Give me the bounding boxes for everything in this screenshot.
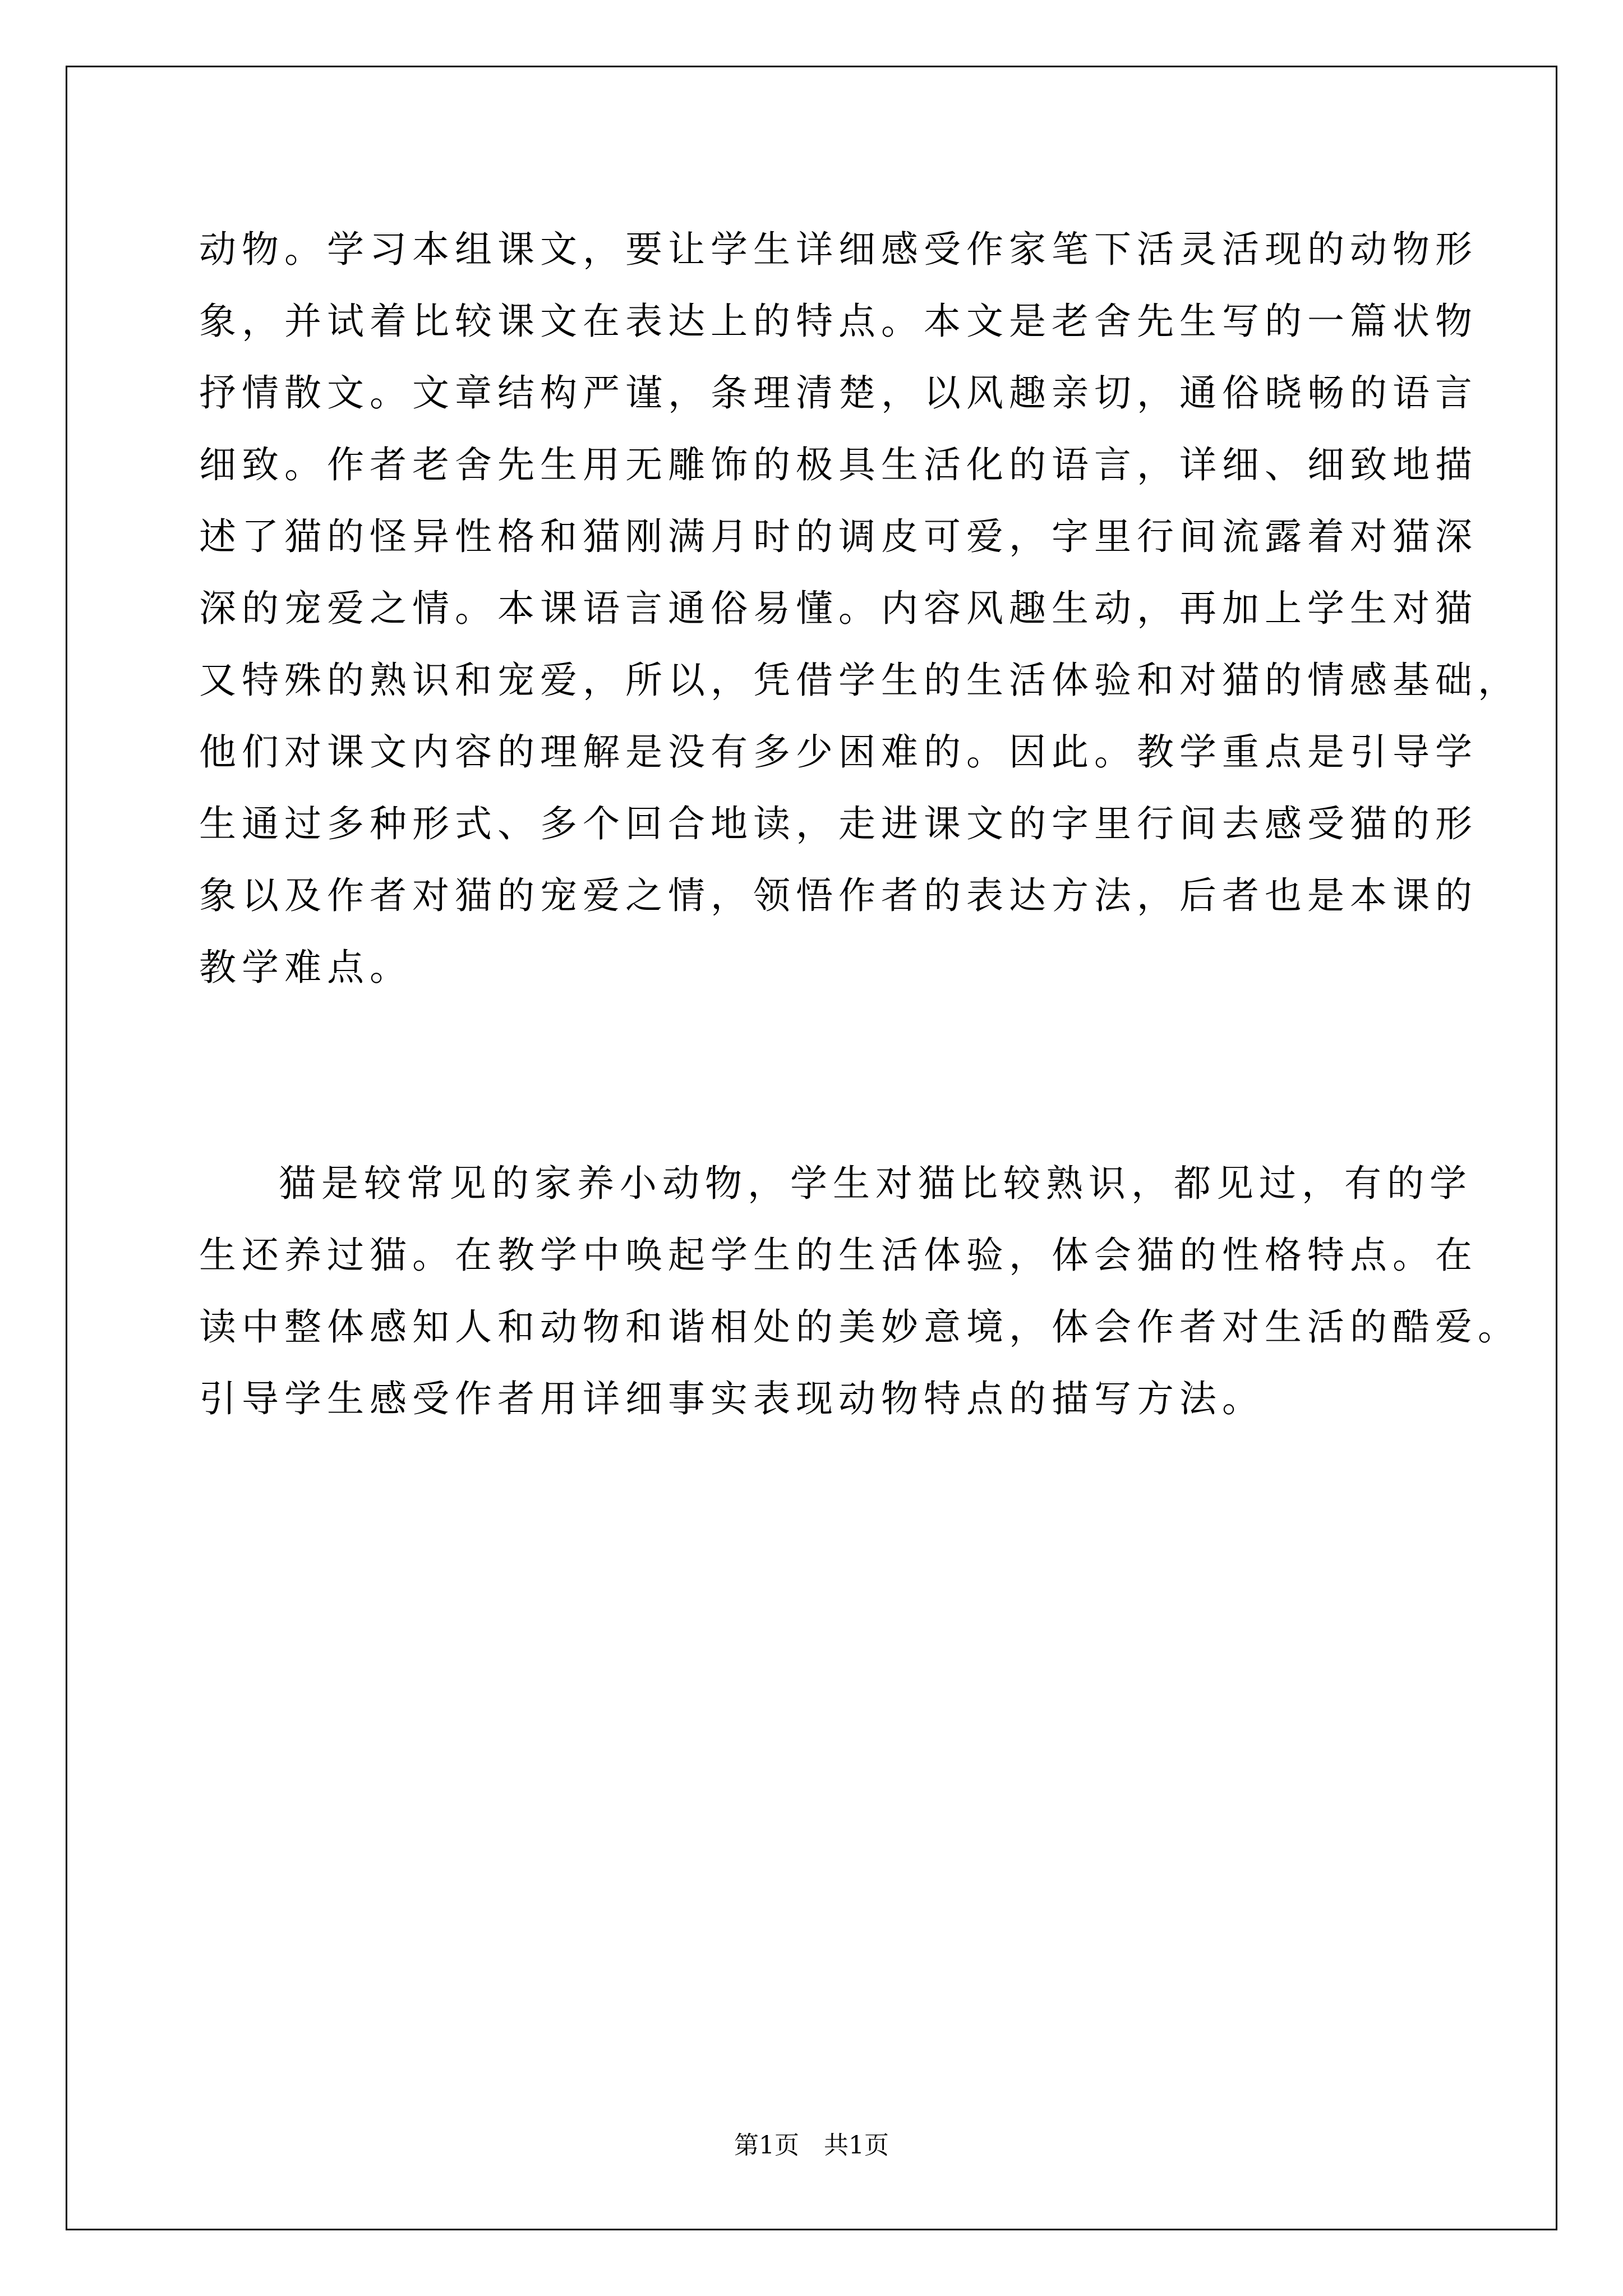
paragraph-1-line-3: 抒情散文。文章结构严谨，条理清楚，以风趣亲切，通俗晓畅的语言 — [199, 371, 1478, 415]
paragraph-1-line-10: 象以及作者对猫的宠爱之情，领悟作者的表达方法，后者也是本课的 — [199, 874, 1478, 917]
paragraph-1-line-2: 象，并试着比较课文在表达上的特点。本文是老舍先生写的一篇状物 — [199, 300, 1478, 343]
paragraph-2-line-4: 引导学生感受作者用详细事实表现动物特点的描写方法。 — [199, 1377, 1265, 1420]
paragraph-1-line-6: 深的宠爱之情。本课语言通俗易懂。内容风趣生动，再加上学生对猫 — [199, 587, 1478, 630]
paragraph-1-line-5: 述了猫的怪异性格和猫刚满月时的调皮可爱，字里行间流露着对猫深 — [199, 515, 1478, 558]
paragraph-1-line-1: 动物。学习本组课文，要让学生详细感受作家笔下活灵活现的动物形 — [199, 228, 1478, 271]
paragraph-1-line-11: 教学难点。 — [199, 946, 412, 989]
paragraph-2-line-1: 猫是较常见的家养小动物，学生对猫比较熟识，都见过，有的学 — [279, 1162, 1472, 1205]
paragraph-1-line-9: 生通过多种形式、多个回合地读，走进课文的字里行间去感受猫的形 — [199, 802, 1478, 845]
paragraph-1-line-7: 又特殊的熟识和宠爱，所以，凭借学生的生活体验和对猫的情感基础， — [199, 659, 1520, 702]
page-number-footer: 第1页 共1页 — [734, 2131, 889, 2160]
paragraph-2-line-3: 读中整体感知人和动物和谐相处的美妙意境，体会作者对生活的酷爱。 — [199, 1305, 1520, 1349]
paragraph-1-line-8: 他们对课文内容的理解是没有多少困难的。因此。教学重点是引导学 — [199, 730, 1478, 774]
paragraph-2-line-2: 生还养过猫。在教学中唤起学生的生活体验，体会猫的性格特点。在 — [199, 1234, 1478, 1277]
paragraph-1-line-4: 细致。作者老舍先生用无雕饰的极具生活化的语言，详细、细致地描 — [199, 443, 1478, 486]
